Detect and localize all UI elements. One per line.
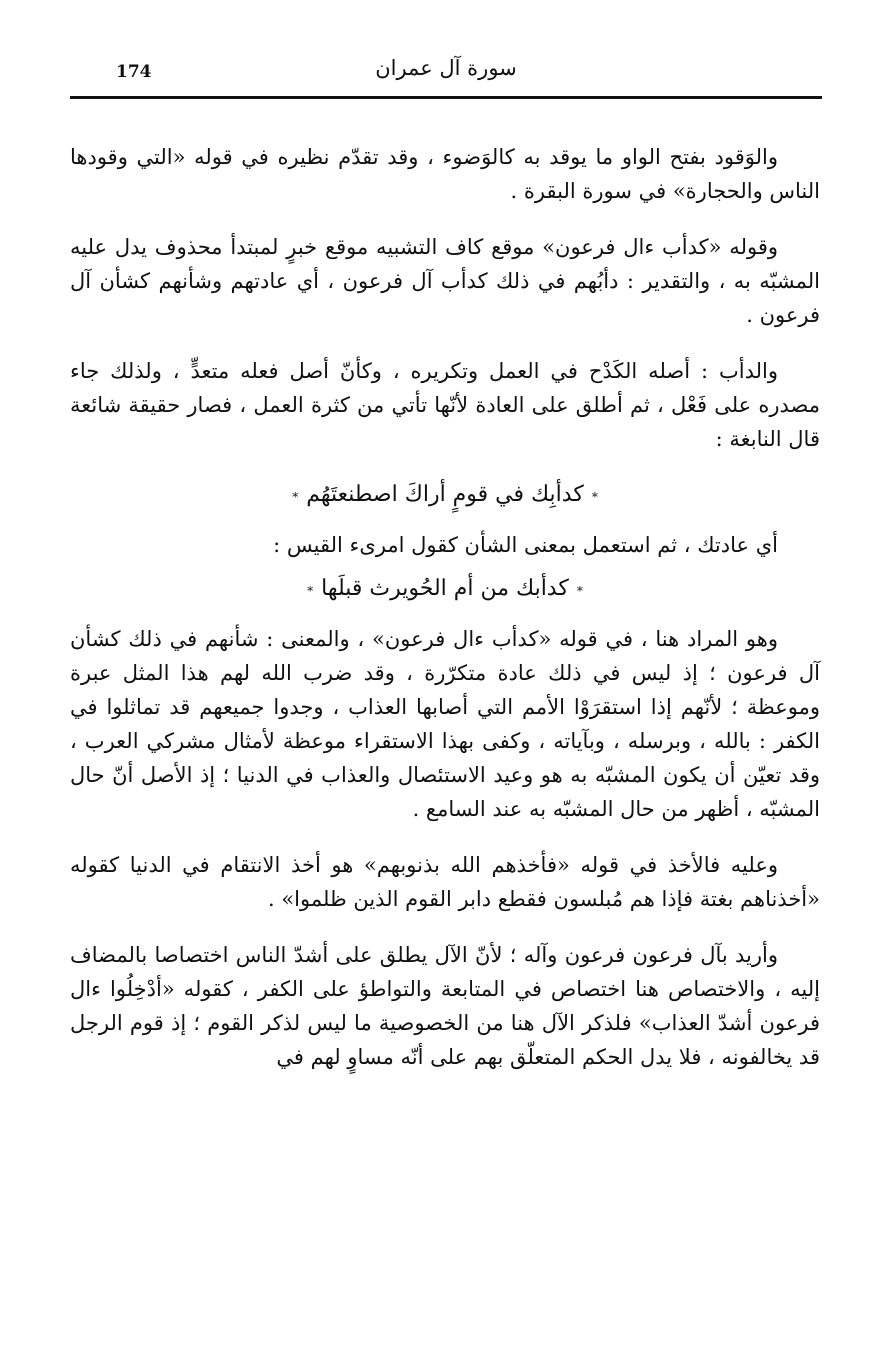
verse-marker-start: *	[591, 490, 598, 504]
paragraph-1: والوَقود بفتح الواو ما يوقد به كالوَضوء ، وقد تقدّم نظيره في قوله «التي وقودها الناس والحجارة» في سورة البقرة .	[70, 145, 820, 203]
paragraph-6: وعليه فالأخذ في قوله «فأخذهم الله بذنوبهم» هو أخذ الانتقام في الدنيا كقوله «أخذناهم بغتة فإذا هم مُبلسون فقطع دابر القوم الذين ظلموا» .	[70, 853, 820, 911]
header-rule	[70, 96, 822, 99]
verse-marker-end: *	[292, 490, 299, 504]
page-number: 174	[116, 62, 152, 82]
page-header	[70, 52, 822, 96]
verse-marker-start: *	[576, 584, 583, 598]
verse-marker-end: *	[307, 584, 314, 598]
paragraph-3: والدأب : أصله الكَدْح في العمل وتكريره ، وكأنّ أصل فعله متعدٍّ ، ولذلك جاء مصدره على فَعْل ، ثم أطلق على العادة لأنّها تأتي من كثرة العمل ، فصار حقيقة شائعة قال النابغة :	[70, 359, 820, 451]
page-body	[70, 140, 820, 1096]
verse-1	[70, 478, 820, 514]
paragraph-5: وهو المراد هنا ، في قوله «كدأب ءال فرعون» ، والمعنى : شأنهم في ذلك كشأن آل فرعون ؛ إذ ليس في ذلك عادة متكرّرة ، وقد ضرب الله لهم هذا المثل عبرة وموعظة ؛ لأنّهم إذا استقرَوْا الأمم التي أصابها العذاب ، وجدوا جميعهم قد تماثلوا في الكفر : بالله ، وبرسله ، وبآياته ، وكفى بهذا الاستقراء موعظة لأمثال مشركي العرب ، وقد تعيّن أن يكون المشبّه به هو وعيد الاستئصال والعذاب في الدنيا ؛ إذ الأصل أنّ حال المشبّه ، أظهر من حال المشبّه به عند السامع .	[70, 627, 820, 821]
paragraph-7: وأريد بآل فرعون فرعون وآله ؛ لأنّ الآل يطلق على أشدّ الناس اختصاصا بالمضاف إليه ، والاختصاص هنا اختصاص في المتابعة والتواطؤ على الكفر ، كقوله «أدْخِلُوا ءال فرعون أشدّ العذاب» فلذكر الآل هنا من الخصوصية ما ليس لذكر القوم ؛ إذ قوم الرجل قد يخالفونه ، فلا يدل الحكم المتعلّق بهم على أنّه مساوٍ لهم في	[70, 943, 820, 1069]
verse-2-text: كدأبك من أم الحُويرث قبلَها	[321, 576, 569, 601]
verse-1-text: كدأبِك في قومٍ أراكَ اصطنعتَهُم	[306, 482, 584, 507]
verse-2	[70, 572, 820, 608]
paragraph-2: وقوله «كدأب ءال فرعون» موقع كاف التشبيه موقع خبرٍ لمبتدأ محذوف يدل عليه المشبّه به ، والتقدير : دأبُهم في ذلك كدأب آل فرعون ، أي عادتهم وشأنهم كشأن آل فرعون .	[70, 235, 820, 327]
running-title: سورة آل عمران	[375, 56, 517, 80]
paragraph-4: أي عادتك ، ثم استعمل بمعنى الشأن كقول امرىء القيس :	[273, 533, 778, 557]
